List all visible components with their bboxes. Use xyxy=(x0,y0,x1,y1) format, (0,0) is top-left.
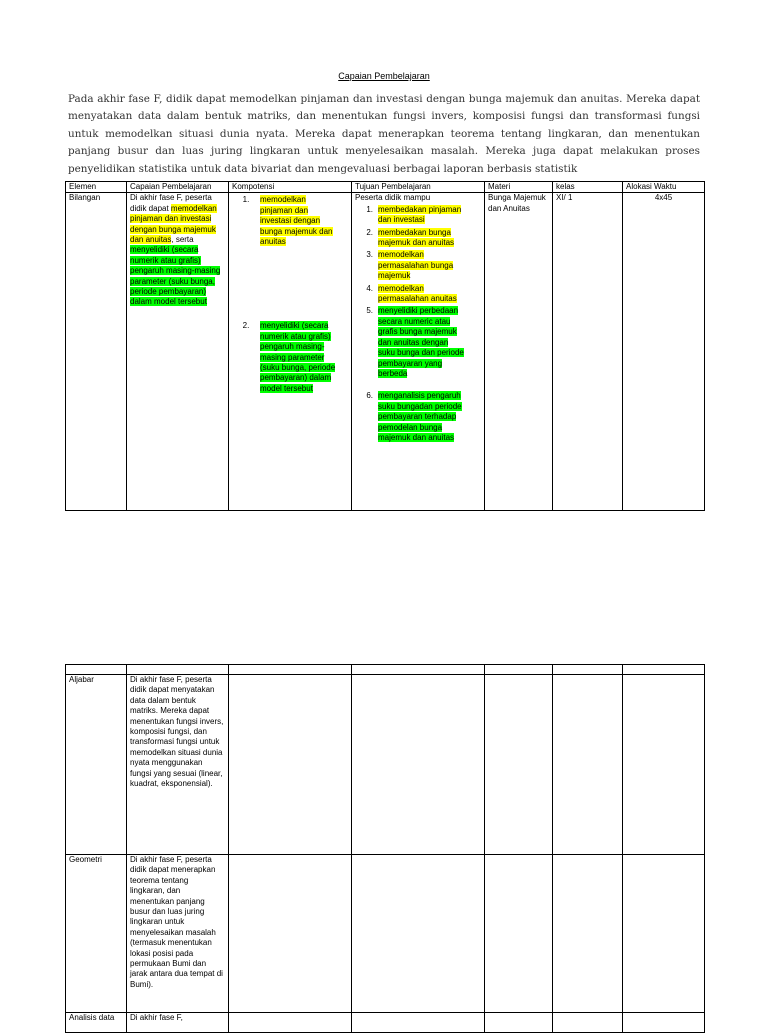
tujuan-num: 1. xyxy=(366,204,373,214)
capaian-cell: Di akhir fase F, peserta didik dapat menerapkan teorema tentang lingkaran, dan menentukan panjang busur dan luas juring lingkaran untuk menyelesaikan masalah (termasuk menentukan lokasi posisi pada permukaan Bumi dan jarak antara dua tempat di Bumi). xyxy=(127,855,229,1013)
tujuan-item xyxy=(355,205,481,226)
kompetensi-text: memodelkan pinjaman dan investasi dengan bunga majemuk dan anuitas xyxy=(260,195,333,247)
elemen-cell: Analisis data xyxy=(66,1013,127,1033)
cp-highlight-yellow: memodelkan pinjaman dan investasi dengan bunga majemuk dan anuitas xyxy=(130,203,217,245)
empty-cell xyxy=(352,665,485,675)
empty-cell xyxy=(485,675,553,855)
header-elemen: Elemen xyxy=(66,182,127,193)
empty-cell xyxy=(485,665,553,675)
kompetensi-num: 2. xyxy=(242,321,250,331)
table-row xyxy=(66,1013,705,1033)
tujuan-item xyxy=(355,250,481,281)
elemen-cell: Bilangan xyxy=(66,193,127,511)
tujuan-item xyxy=(355,306,481,379)
empty-cell xyxy=(623,665,705,675)
empty-cell xyxy=(553,1013,623,1033)
tujuan-intro: Peserta didik mampu xyxy=(355,193,431,203)
empty-cell xyxy=(229,675,352,855)
capaian-cell: Di akhir fase F, xyxy=(127,1013,229,1033)
kompetensi-cell xyxy=(229,193,352,511)
learning-table xyxy=(65,181,705,511)
empty-cell xyxy=(352,1013,485,1033)
header-kelas: kelas xyxy=(553,182,623,193)
intro-paragraph: Pada akhir fase F, didik dapat memodelkan pinjaman dan investasi dengan bunga majemuk dan anuitas. Mereka dapat menyatakan data dalam bentuk matriks, dan menentukan fungsi invers, komposisi fungsi dan transformasi fungsi untuk memodelkan situasi dunia nyata. Mereka dapat menerapkan teorema tentang lingkaran, dan menentukan panjang busur dan luas juring lingkaran untuk menyelesaikan masalah. Mereka juga dapat melakukan proses penyelidikan statistika untuk data bivariat dan mengevaluasi berbagai laporan berbasis statistik xyxy=(68,93,700,175)
kompetensi-num: 1. xyxy=(242,195,250,205)
tujuan-num: 3. xyxy=(366,250,373,260)
tujuan-text: menyelidiki perbedaan secara numeric atau grafis bunga majemuk dan anuitas dengan suku bunga dan periode pembayaran yang berbeda xyxy=(378,306,464,378)
elemen-cell: Aljabar xyxy=(66,675,127,855)
empty-cell xyxy=(485,1013,553,1033)
page-title: Capaian Pembelajaran xyxy=(338,71,430,81)
empty-cell xyxy=(229,1013,352,1033)
capaian-cell: Di akhir fase F, peserta didik dapat menyatakan data dalam bentuk matriks. Mereka dapat menentukan fungsi invers, komposisi fungsi, dan transformasi fungsi untuk memodelkan situasi dunia nyata menggunakan fungsi yang sesuai (linear, kuadrat, eksponensial). xyxy=(127,675,229,855)
learning-table-continued xyxy=(65,664,705,1033)
tujuan-num: 5. xyxy=(366,306,373,316)
empty-cell xyxy=(553,855,623,1013)
kompetensi-item xyxy=(232,321,348,394)
empty-cell xyxy=(66,665,127,675)
empty-cell xyxy=(352,855,485,1013)
empty-cell xyxy=(127,665,229,675)
empty-cell xyxy=(553,665,623,675)
header-materi: Materi xyxy=(485,182,553,193)
tujuan-text: memodelkan permasalahan anuitas xyxy=(378,283,457,304)
tujuan-num: 4. xyxy=(366,283,373,293)
tujuan-item xyxy=(355,284,481,305)
table-row xyxy=(66,855,705,1013)
kelas-cell: XI/ 1 xyxy=(553,193,623,511)
tujuan-text: membedakan pinjaman dan investasi xyxy=(378,204,462,225)
empty-cell xyxy=(623,675,705,855)
tujuan-item xyxy=(355,391,481,443)
tujuan-text: memodelkan permasalahan bunga majemuk xyxy=(378,250,454,281)
elemen-cell: Geometri xyxy=(66,855,127,1013)
empty-cell xyxy=(553,675,623,855)
kompetensi-text: menyelidiki (secara numerik atau grafis) pengaruh masing-masing parameter (suku bunga, periode pembayaran) dalam model tersebut xyxy=(260,321,336,393)
cp-text: , serta xyxy=(171,235,194,245)
table-row xyxy=(66,193,705,511)
tujuan-num: 6. xyxy=(366,391,373,401)
table-row xyxy=(66,675,705,855)
tujuan-text: membedakan bunga majemuk dan anuitas xyxy=(378,227,455,248)
cp-highlight-green: menyelidiki (secara numerik atau grafis) pengaruh masing-masing parameter (suku bunga, periode pembayaran) dalam model tersebut xyxy=(130,245,221,307)
tujuan-item xyxy=(355,228,481,249)
empty-cell xyxy=(229,855,352,1013)
tujuan-cell xyxy=(352,193,485,511)
alokasi-cell: 4x45 xyxy=(623,193,705,511)
materi-cell: Bunga Majemuk dan Anuitas xyxy=(485,193,553,511)
cp-text: Di akhir fase F, peserta didik dapat xyxy=(130,193,212,213)
tujuan-text: menganalisis pengaruh suku bungadan periode pembayaran terhadap pemodelan bunga majemuk dan anuitas xyxy=(378,391,462,442)
empty-cell xyxy=(229,665,352,675)
tujuan-num: 2. xyxy=(366,227,373,237)
kompetensi-item xyxy=(232,195,348,247)
capaian-cell xyxy=(127,193,229,511)
empty-cell xyxy=(623,1013,705,1033)
header-kompetensi: Kompotensi xyxy=(229,182,352,193)
table-header-row xyxy=(66,182,705,193)
empty-cell xyxy=(485,855,553,1013)
header-capaian: Capaian Pembelajaran xyxy=(127,182,229,193)
header-tujuan: Tujuan Pembelajaran xyxy=(352,182,485,193)
table-header-row xyxy=(66,665,705,675)
empty-cell xyxy=(623,855,705,1013)
header-alokasi: Alokasi Waktu xyxy=(623,182,705,193)
empty-cell xyxy=(352,675,485,855)
